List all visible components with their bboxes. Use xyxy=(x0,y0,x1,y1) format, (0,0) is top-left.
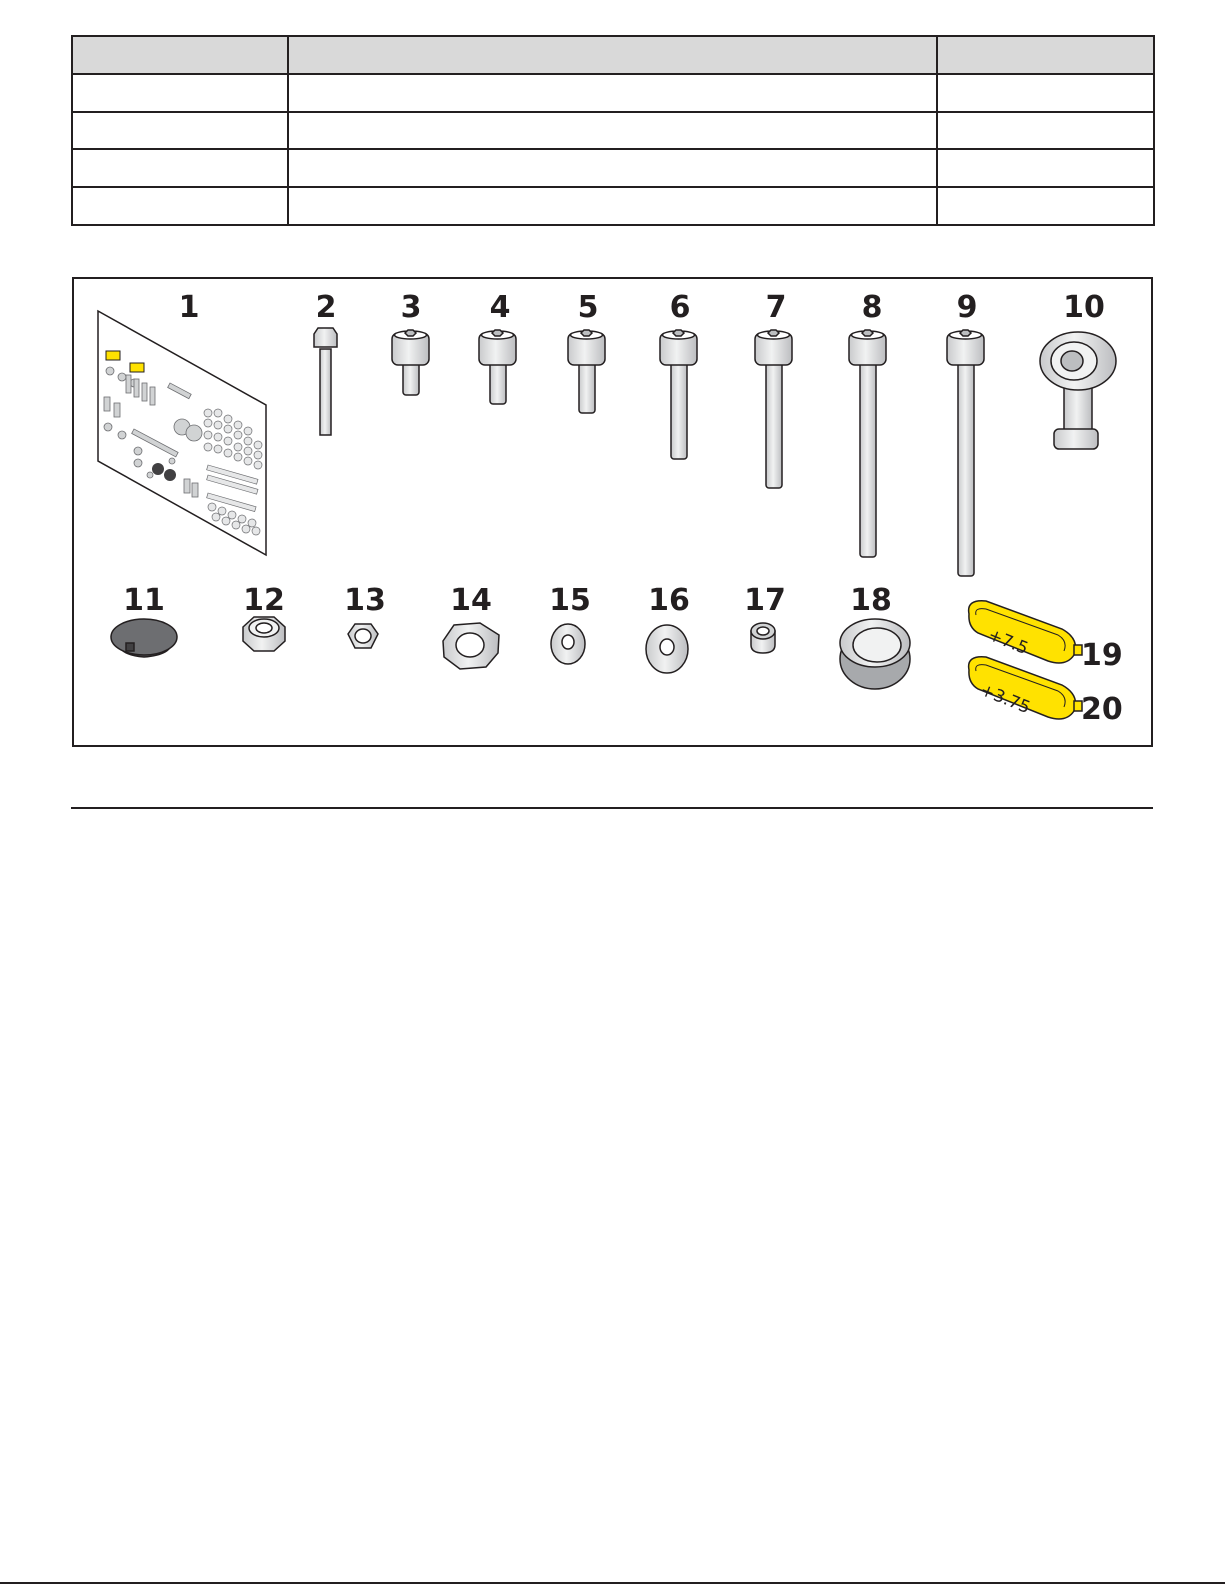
rod-end-bearing xyxy=(1040,332,1116,449)
nylon-lock-nut xyxy=(243,617,285,651)
parts-illustration-panel xyxy=(72,277,1153,747)
ring-spacer xyxy=(840,619,910,689)
table-cell xyxy=(937,187,1154,225)
table-cell xyxy=(288,149,937,187)
cap-screw-medium-long xyxy=(568,330,605,413)
parts-illustration xyxy=(74,279,1151,745)
table-cell xyxy=(72,187,288,225)
table-row xyxy=(72,187,1154,225)
part-number-9: 9 xyxy=(956,290,978,325)
part-number-20: 20 xyxy=(1081,692,1123,727)
table-cell xyxy=(288,36,937,74)
part-number-10: 10 xyxy=(1063,290,1105,325)
large-hex-nut xyxy=(443,623,499,669)
table-cell xyxy=(288,112,937,150)
cap-screw-extra-long xyxy=(755,330,792,488)
part-number-17: 17 xyxy=(744,583,786,618)
part-number-14: 14 xyxy=(450,583,492,618)
cap-screw-long xyxy=(660,330,697,459)
part-number-11: 11 xyxy=(123,583,165,618)
part-number-19: 19 xyxy=(1081,638,1123,673)
part-number-16: 16 xyxy=(648,583,690,618)
table-cell xyxy=(937,149,1154,187)
part-number-5: 5 xyxy=(577,290,599,325)
part-number-1: 1 xyxy=(178,290,200,325)
adjuster-label-3-75: +3.75 xyxy=(977,680,1033,719)
adjuster-plus-7-5 xyxy=(969,601,1082,663)
plastic-cap xyxy=(111,619,177,657)
part-number-12: 12 xyxy=(243,583,285,618)
part-number-13: 13 xyxy=(344,583,386,618)
part-number-2: 2 xyxy=(315,290,337,325)
table-cell xyxy=(937,112,1154,150)
washer-large xyxy=(646,625,688,673)
part-number-4: 4 xyxy=(489,290,511,325)
hardware-kit-card xyxy=(98,311,266,555)
cap-screw-xxl xyxy=(849,330,886,557)
washer-small xyxy=(551,624,585,664)
cap-screw-medium xyxy=(479,330,516,404)
part-number-3: 3 xyxy=(400,290,422,325)
table-cell xyxy=(937,36,1154,74)
adjuster-plus-3-75 xyxy=(969,657,1082,719)
table-cell xyxy=(72,149,288,187)
table-row xyxy=(72,112,1154,150)
part-number-6: 6 xyxy=(669,290,691,325)
table-cell xyxy=(288,74,937,112)
table-cell xyxy=(937,74,1154,112)
cap-screw-short xyxy=(392,330,429,395)
table-cell xyxy=(72,36,288,74)
hex-head-bolt xyxy=(314,328,337,435)
part-number-15: 15 xyxy=(549,583,591,618)
spacer-bushing xyxy=(751,623,775,653)
page-bottom-rule xyxy=(0,1582,1225,1584)
small-hex-nut xyxy=(348,624,378,648)
part-number-8: 8 xyxy=(861,290,883,325)
table-header-row xyxy=(72,36,1154,74)
part-number-7: 7 xyxy=(765,290,787,325)
cap-screw-xxxl xyxy=(947,330,984,576)
table-row xyxy=(72,149,1154,187)
table-cell xyxy=(72,112,288,150)
table-row xyxy=(72,74,1154,112)
section-divider xyxy=(71,807,1153,809)
part-number-18: 18 xyxy=(850,583,892,618)
adjuster-label-7-5: +7.5 xyxy=(985,625,1031,660)
table-cell xyxy=(72,74,288,112)
parts-table xyxy=(71,35,1155,226)
table-cell xyxy=(288,187,937,225)
